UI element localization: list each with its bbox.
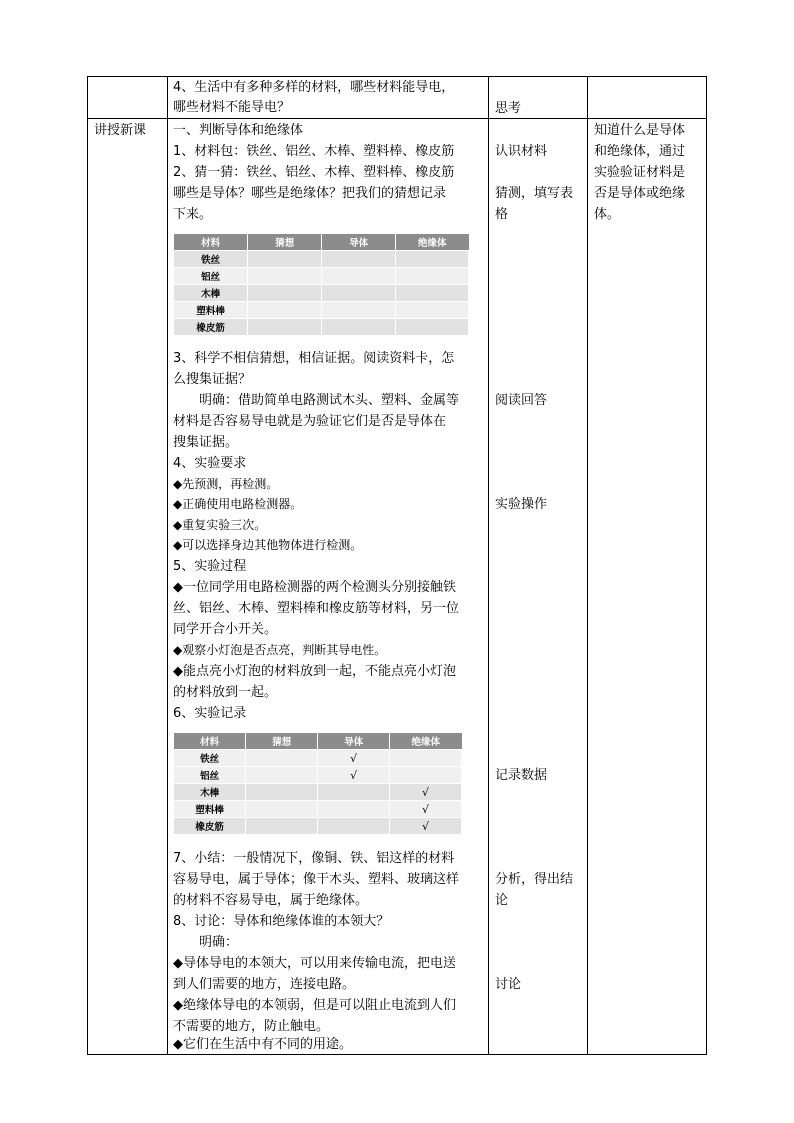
table-cell: 铝丝 xyxy=(174,767,246,784)
table-cell: √ xyxy=(318,767,390,784)
table-cell xyxy=(248,268,322,285)
col-border-5 xyxy=(706,76,707,1055)
content-line: 明确：借助简单电路测试木头、塑料、金属等 xyxy=(199,393,460,408)
content-line: 材料是否容易导电就是为验证它们是否是导体在 xyxy=(173,414,447,429)
activity-read-answer: 阅读回答 xyxy=(495,393,548,408)
table-cell xyxy=(318,818,390,835)
table-row xyxy=(174,750,462,767)
table-cell: 铝丝 xyxy=(174,268,248,285)
activity-guess-fill-table: 猜测，填写表 xyxy=(495,186,574,201)
content-line: 搜集证据。 xyxy=(173,435,239,450)
purpose-line: 知道什么是导体 xyxy=(594,123,686,138)
table-cell xyxy=(322,285,396,302)
table-cell: √ xyxy=(390,818,462,835)
top-activity: 思考 xyxy=(495,101,522,116)
experiment-record-table xyxy=(174,733,462,834)
activity-experiment: 实验操作 xyxy=(495,497,548,512)
table-cell xyxy=(322,302,396,319)
content-line: 到人们需要的地方，连接电路。 xyxy=(173,977,356,992)
purpose-line: 体。 xyxy=(594,207,621,222)
stage-label: 讲授新课 xyxy=(94,123,147,138)
table-cell: √ xyxy=(318,750,390,767)
table-cell: 木棒 xyxy=(174,285,248,302)
table-cell: 橡皮筋 xyxy=(174,319,248,336)
table-cell xyxy=(396,251,469,268)
content-line: ◆先预测，再检测。 xyxy=(173,477,279,491)
table-header: 导体 xyxy=(318,733,390,750)
table-header: 材料 xyxy=(174,234,248,251)
guess-table xyxy=(174,234,469,335)
table-header: 绝缘体 xyxy=(390,733,462,750)
table-header: 绝缘体 xyxy=(396,234,469,251)
table-cell: 铁丝 xyxy=(174,750,246,767)
content-line: 的材料放到一起。 xyxy=(173,685,278,700)
table-header: 猜想 xyxy=(246,733,318,750)
content-line: ◆观察小灯泡是否点亮，判断其导电性。 xyxy=(173,643,387,657)
table-cell xyxy=(322,319,396,336)
content-line: 7、小结：一般情况下，像铜、铁、铝这样的材料 xyxy=(173,851,455,866)
table-cell: 橡皮筋 xyxy=(174,818,246,835)
table-row xyxy=(174,302,469,319)
content-line: 丝、铝丝、木棒、塑料棒和橡皮筋等材料，另一位 xyxy=(173,601,460,616)
activity-guess-fill-table: 格 xyxy=(495,207,509,222)
content-line: 容易导电，属于导体；像干木头、塑料、玻璃这样 xyxy=(173,872,460,887)
content-line: ◆能点亮小灯泡的材料放到一起，不能点亮小灯泡 xyxy=(173,664,456,679)
activity-analyze: 论 xyxy=(495,893,509,908)
table-cell xyxy=(318,784,390,801)
table-cell: 塑料棒 xyxy=(174,801,246,818)
content-line: 8、讨论：导体和绝缘体谁的本领大？ xyxy=(173,914,390,929)
table-cell xyxy=(390,750,462,767)
table-cell xyxy=(396,268,469,285)
table-cell xyxy=(246,750,318,767)
table-header: 材料 xyxy=(174,733,246,750)
table-cell xyxy=(248,251,322,268)
top-content-line-2: 哪些材料不能导电？ xyxy=(173,100,291,115)
purpose-line: 否是导体或绝缘 xyxy=(594,186,686,201)
purpose-line: 和绝缘体，通过 xyxy=(594,144,686,159)
content-line: 5、实验过程 xyxy=(173,559,247,574)
content-line: 同学开合小开关。 xyxy=(173,622,278,637)
content-line: 4、实验要求 xyxy=(173,456,247,471)
table-cell: 木棒 xyxy=(174,784,246,801)
content-line: ◆导体导电的本领大，可以用来传输电流，把电送 xyxy=(173,956,456,971)
table-cell xyxy=(396,302,469,319)
content-line: ◆重复实验三次。 xyxy=(173,518,267,532)
content-line: 哪些是导体？哪些是绝缘体？把我们的猜想记录 xyxy=(173,186,447,201)
table-row xyxy=(174,268,469,285)
table-cell xyxy=(246,767,318,784)
activity-record-data: 记录数据 xyxy=(495,768,548,783)
table-cell: √ xyxy=(390,801,462,818)
table-row xyxy=(174,801,462,818)
table-row xyxy=(174,818,462,835)
table-row xyxy=(174,767,462,784)
content-line: 的材料不容易导电，属于绝缘体。 xyxy=(173,893,369,908)
table-cell xyxy=(396,285,469,302)
content-line: ◆它们在生活中有不同的用途。 xyxy=(173,1037,352,1052)
table-cell xyxy=(322,251,396,268)
activity-analyze: 分析，得出结 xyxy=(495,872,574,887)
content-line: 一、判断导体和绝缘体 xyxy=(173,123,304,138)
activity-discuss: 讨论 xyxy=(495,977,522,992)
table-row xyxy=(174,319,469,336)
content-line: 么搜集证据？ xyxy=(173,372,252,387)
table-cell xyxy=(248,319,322,336)
table-cell xyxy=(246,818,318,835)
table-cell: √ xyxy=(390,784,462,801)
col-border-2 xyxy=(167,76,168,1055)
table-row xyxy=(174,251,469,268)
content-line: 下来。 xyxy=(173,207,213,222)
table-cell xyxy=(248,285,322,302)
table-cell: 塑料棒 xyxy=(174,302,248,319)
content-line: 明确： xyxy=(199,935,239,950)
table-cell xyxy=(390,767,462,784)
table-cell xyxy=(246,801,318,818)
table-cell xyxy=(396,319,469,336)
table-cell xyxy=(318,801,390,818)
content-line: 1、材料包：铁丝、铝丝、木棒、塑料棒、橡皮筋 xyxy=(173,144,455,159)
top-content-line-1: 4、生活中有多种多样的材料，哪些材料能导电， xyxy=(173,80,455,95)
table-row xyxy=(174,784,462,801)
table-cell xyxy=(246,784,318,801)
content-line: ◆正确使用电路检测器。 xyxy=(173,497,303,511)
content-line: 3、科学不相信猜想，相信证据。阅读资料卡，怎 xyxy=(173,351,455,366)
content-line: ◆可以选择身边其他物体进行检测。 xyxy=(173,538,363,552)
content-line: 6、实验记录 xyxy=(173,706,247,721)
content-line: 不需要的地方，防止触电。 xyxy=(173,1019,330,1034)
table-cell xyxy=(322,268,396,285)
col-border-4 xyxy=(587,76,588,1055)
content-line: 2、猜一猜：铁丝、铝丝、木棒、塑料棒、橡皮筋 xyxy=(173,165,455,180)
content-line: ◆绝缘体导电的本领弱，但是可以阻止电流到人们 xyxy=(173,998,456,1013)
table-row xyxy=(174,285,469,302)
content-line: ◆一位同学用电路检测器的两个检测头分别接触铁 xyxy=(173,580,456,595)
row-divider xyxy=(87,118,707,119)
table-cell: 铁丝 xyxy=(174,251,248,268)
col-border-1 xyxy=(87,76,88,1055)
table-header: 猜想 xyxy=(248,234,322,251)
purpose-line: 实验验证材料是 xyxy=(594,165,686,180)
activity-recognize-materials: 认识材料 xyxy=(495,144,548,159)
table-cell xyxy=(248,302,322,319)
table-header: 导体 xyxy=(322,234,396,251)
col-border-3 xyxy=(488,76,489,1055)
